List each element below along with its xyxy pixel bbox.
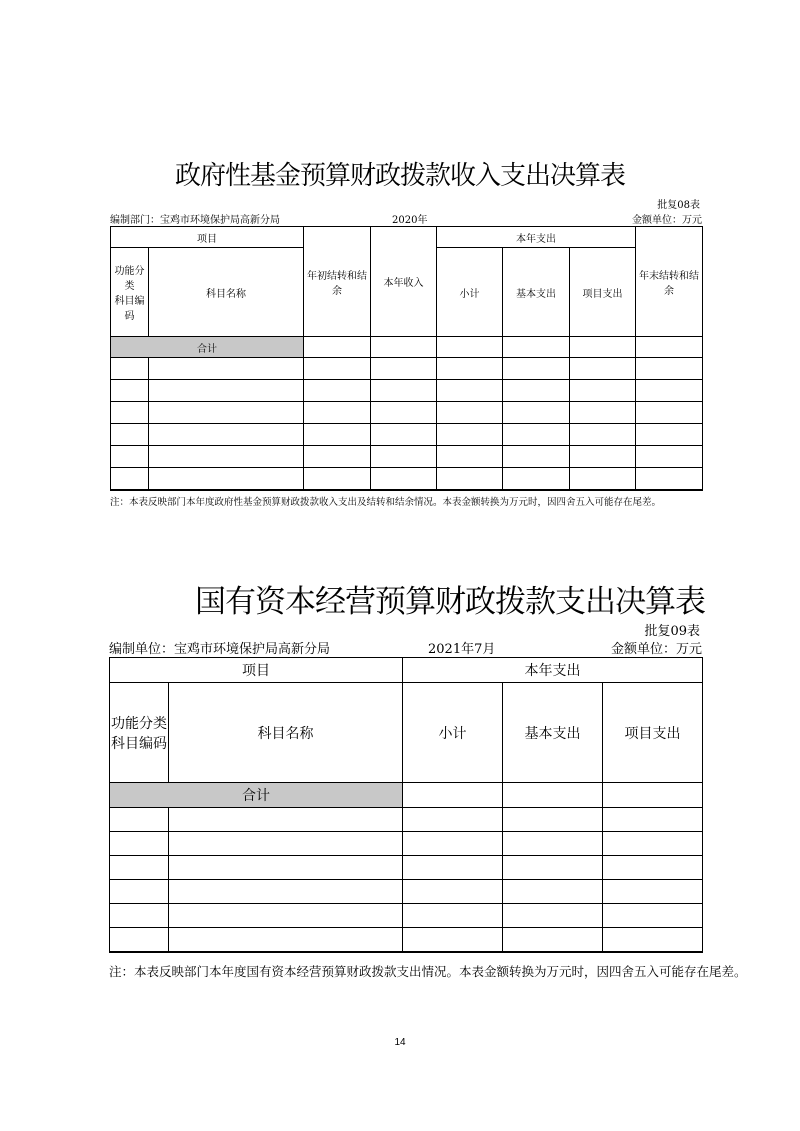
- table1-unit-label: 编制部门：宝鸡市环境保护局高新分局: [110, 215, 280, 226]
- cell: [503, 337, 570, 358]
- page-number: 14: [394, 1037, 406, 1048]
- cell: [371, 337, 437, 358]
- table1-grid: [110, 226, 703, 491]
- header-begin-balance: 年初结转和结余: [304, 227, 371, 337]
- header-item: 项目: [110, 658, 403, 683]
- table-row: [110, 856, 703, 880]
- table2-currency: 金额单位：万元: [610, 642, 702, 657]
- header-income: 本年收入: [371, 227, 437, 337]
- header-end-balance: 年末结转和结余: [636, 227, 703, 337]
- table-row: [110, 880, 703, 904]
- cell: [437, 337, 503, 358]
- header-subtotal: 小计: [437, 248, 503, 337]
- cell: [636, 337, 703, 358]
- table-row: [111, 424, 703, 446]
- table2-note: 注：本表反映部门本年度国有资本经营预算财政拨款支出情况。本表金额转换为万元时，因四舍五入可能存在尾差。: [109, 964, 747, 979]
- table2-unit-label: 编制单位：宝鸡市环境保护局高新分局: [109, 642, 331, 657]
- table1-form-code: 批复08表: [657, 200, 700, 211]
- table2-form-code: 批复09表: [644, 624, 700, 639]
- header-subject-name: 科目名称: [169, 683, 403, 783]
- table1-year: 2020年: [392, 215, 428, 226]
- cell: [570, 337, 636, 358]
- table-row: [111, 380, 703, 402]
- total-row: [111, 337, 703, 358]
- table-row: [110, 928, 703, 952]
- header-subject-name: 科目名称: [149, 248, 304, 337]
- cell: [603, 783, 703, 808]
- table-row: [111, 358, 703, 380]
- header-project: 项目支出: [603, 683, 703, 783]
- header-func-code-line1: 功能分类: [114, 266, 145, 292]
- table1-currency: 金额单位：万元: [632, 215, 702, 226]
- header-func-code-line2: 科目编码: [114, 296, 145, 322]
- total-row: [110, 783, 703, 808]
- table-row: [111, 402, 703, 424]
- table-row: [110, 808, 703, 832]
- table2-grid: [109, 657, 703, 953]
- table2-title: 国有资本经营预算财政拨款支出决算表: [195, 584, 705, 620]
- table-row: [110, 832, 703, 856]
- header-func-code-line2: 科目编码: [111, 735, 167, 752]
- cell: [403, 783, 503, 808]
- header-expense-group: 本年支出: [437, 227, 636, 248]
- total-label: 合计: [110, 783, 403, 808]
- table1-note: 注：本表反映部门本年度政府性基金预算财政拨款收入支出及结转和结余情况。本表金额转换为万元时，因四舍五入可能存在尾差。: [110, 497, 662, 508]
- total-label: 合计: [111, 337, 304, 358]
- table2-year: 2021年7月: [428, 642, 496, 657]
- table-row: [111, 446, 703, 468]
- table-row: [111, 468, 703, 490]
- header-func-code: [111, 248, 149, 337]
- table-row: [110, 904, 703, 928]
- header-basic: 基本支出: [503, 248, 570, 337]
- header-item: 项目: [111, 227, 304, 248]
- table1-title: 政府性基金预算财政拨款收入支出决算表: [174, 161, 625, 191]
- cell: [503, 783, 603, 808]
- cell: [304, 337, 371, 358]
- header-func-code-line1: 功能分类: [111, 715, 167, 732]
- header-project: 项目支出: [570, 248, 636, 337]
- header-basic: 基本支出: [503, 683, 603, 783]
- header-subtotal: 小计: [403, 683, 503, 783]
- header-expense-group: 本年支出: [403, 658, 703, 683]
- header-func-code: [110, 683, 169, 783]
